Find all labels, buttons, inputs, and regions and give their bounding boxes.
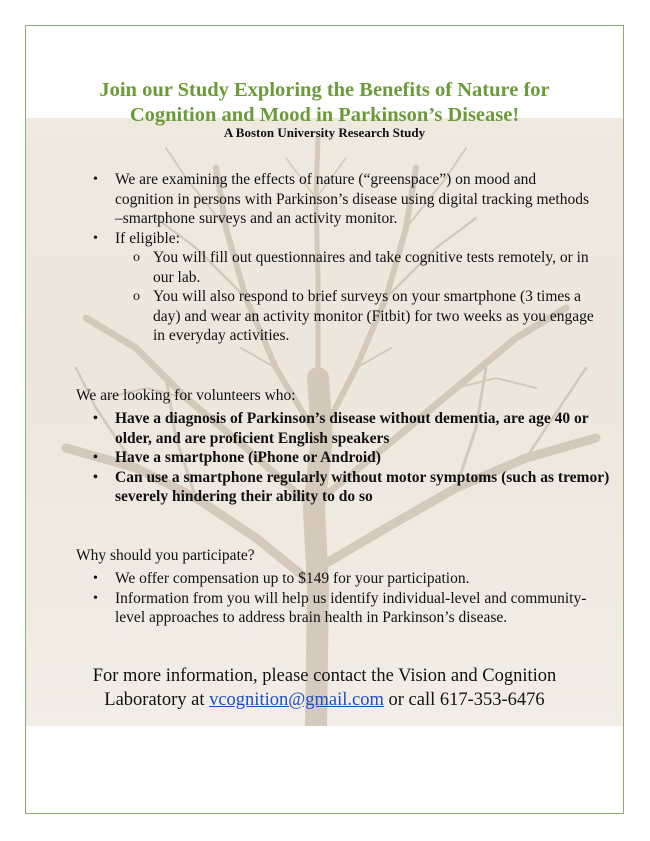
eligible-sublist — [115, 248, 595, 346]
contact-line-1: For more information, please contact the Vision and Cognition — [92, 666, 557, 686]
list-item — [93, 170, 595, 229]
list-item-text: We are examining the effects of nature (“greenspace”) on mood and cognition in persons with Parkinson’s disease using digital tracking methods –smartphone surveys and an activity monitor. — [115, 171, 589, 227]
sub-list-item — [133, 248, 595, 287]
contact-suffix: or call 617-353-6476 — [388, 690, 545, 710]
list-item-text: Have a diagnosis of Parkinson’s disease without dementia, are age 40 or older, and are proficient English speakers — [115, 410, 589, 447]
volunteers-heading: We are looking for volunteers who: — [76, 387, 296, 404]
subtitle: A Boston University Research Study — [223, 125, 426, 140]
list-item — [93, 448, 610, 468]
title-line-2: Cognition and Mood in Parkinson’s Disease! — [129, 104, 520, 126]
bullet-icon: • — [93, 230, 98, 246]
list-item-text: Can use a smartphone regularly without motor symptoms (such as tremor) severely hindering their ability to do so — [115, 468, 610, 505]
sub-bullet-icon: o — [133, 250, 140, 265]
page-title — [26, 78, 623, 128]
sub-list-item — [133, 287, 595, 346]
bullet-icon: • — [93, 172, 98, 187]
list-item — [93, 468, 610, 507]
title-line-1: Join our Study Exploring the Benefits of Nature for — [99, 79, 550, 101]
bullet-icon: • — [93, 571, 98, 586]
list-item — [93, 569, 595, 589]
list-item-text: Have a smartphone (iPhone or Android) — [115, 449, 381, 466]
email-link[interactable]: vcognition@gmail.com — [209, 690, 384, 710]
sub-list-item-text: You will fill out questionnaires and take cognitive tests remotely, or in our lab. — [153, 249, 589, 286]
sub-bullet-icon: o — [133, 289, 140, 304]
flyer-frame — [25, 25, 624, 814]
volunteers-list — [93, 409, 610, 507]
list-item-text: We offer compensation up to $149 for your participation. — [115, 570, 470, 587]
bullet-icon: • — [93, 469, 98, 485]
bullet-icon: • — [93, 411, 98, 426]
bullet-icon: • — [93, 590, 98, 606]
contact-prefix: Laboratory at — [104, 690, 205, 710]
sub-list-item-text: You will also respond to brief surveys on your smartphone (3 times a day) and wear an activity monitor (Fitbit) for two weeks as you engage in everyday activities. — [153, 288, 594, 344]
list-item — [93, 589, 595, 628]
list-item — [93, 409, 610, 448]
list-item-text: Information from you will help us identify individual-level and community-level approaches to address brain health in Parkinson’s disease. — [115, 589, 587, 626]
study-description-list — [93, 170, 595, 346]
bullet-icon: • — [93, 450, 98, 465]
contact-info — [26, 664, 623, 712]
contact-line-2 — [26, 688, 623, 712]
why-heading: Why should you participate? — [76, 547, 255, 564]
list-item-text: If eligible: — [115, 229, 180, 247]
list-item — [93, 229, 595, 346]
why-list — [93, 569, 595, 628]
